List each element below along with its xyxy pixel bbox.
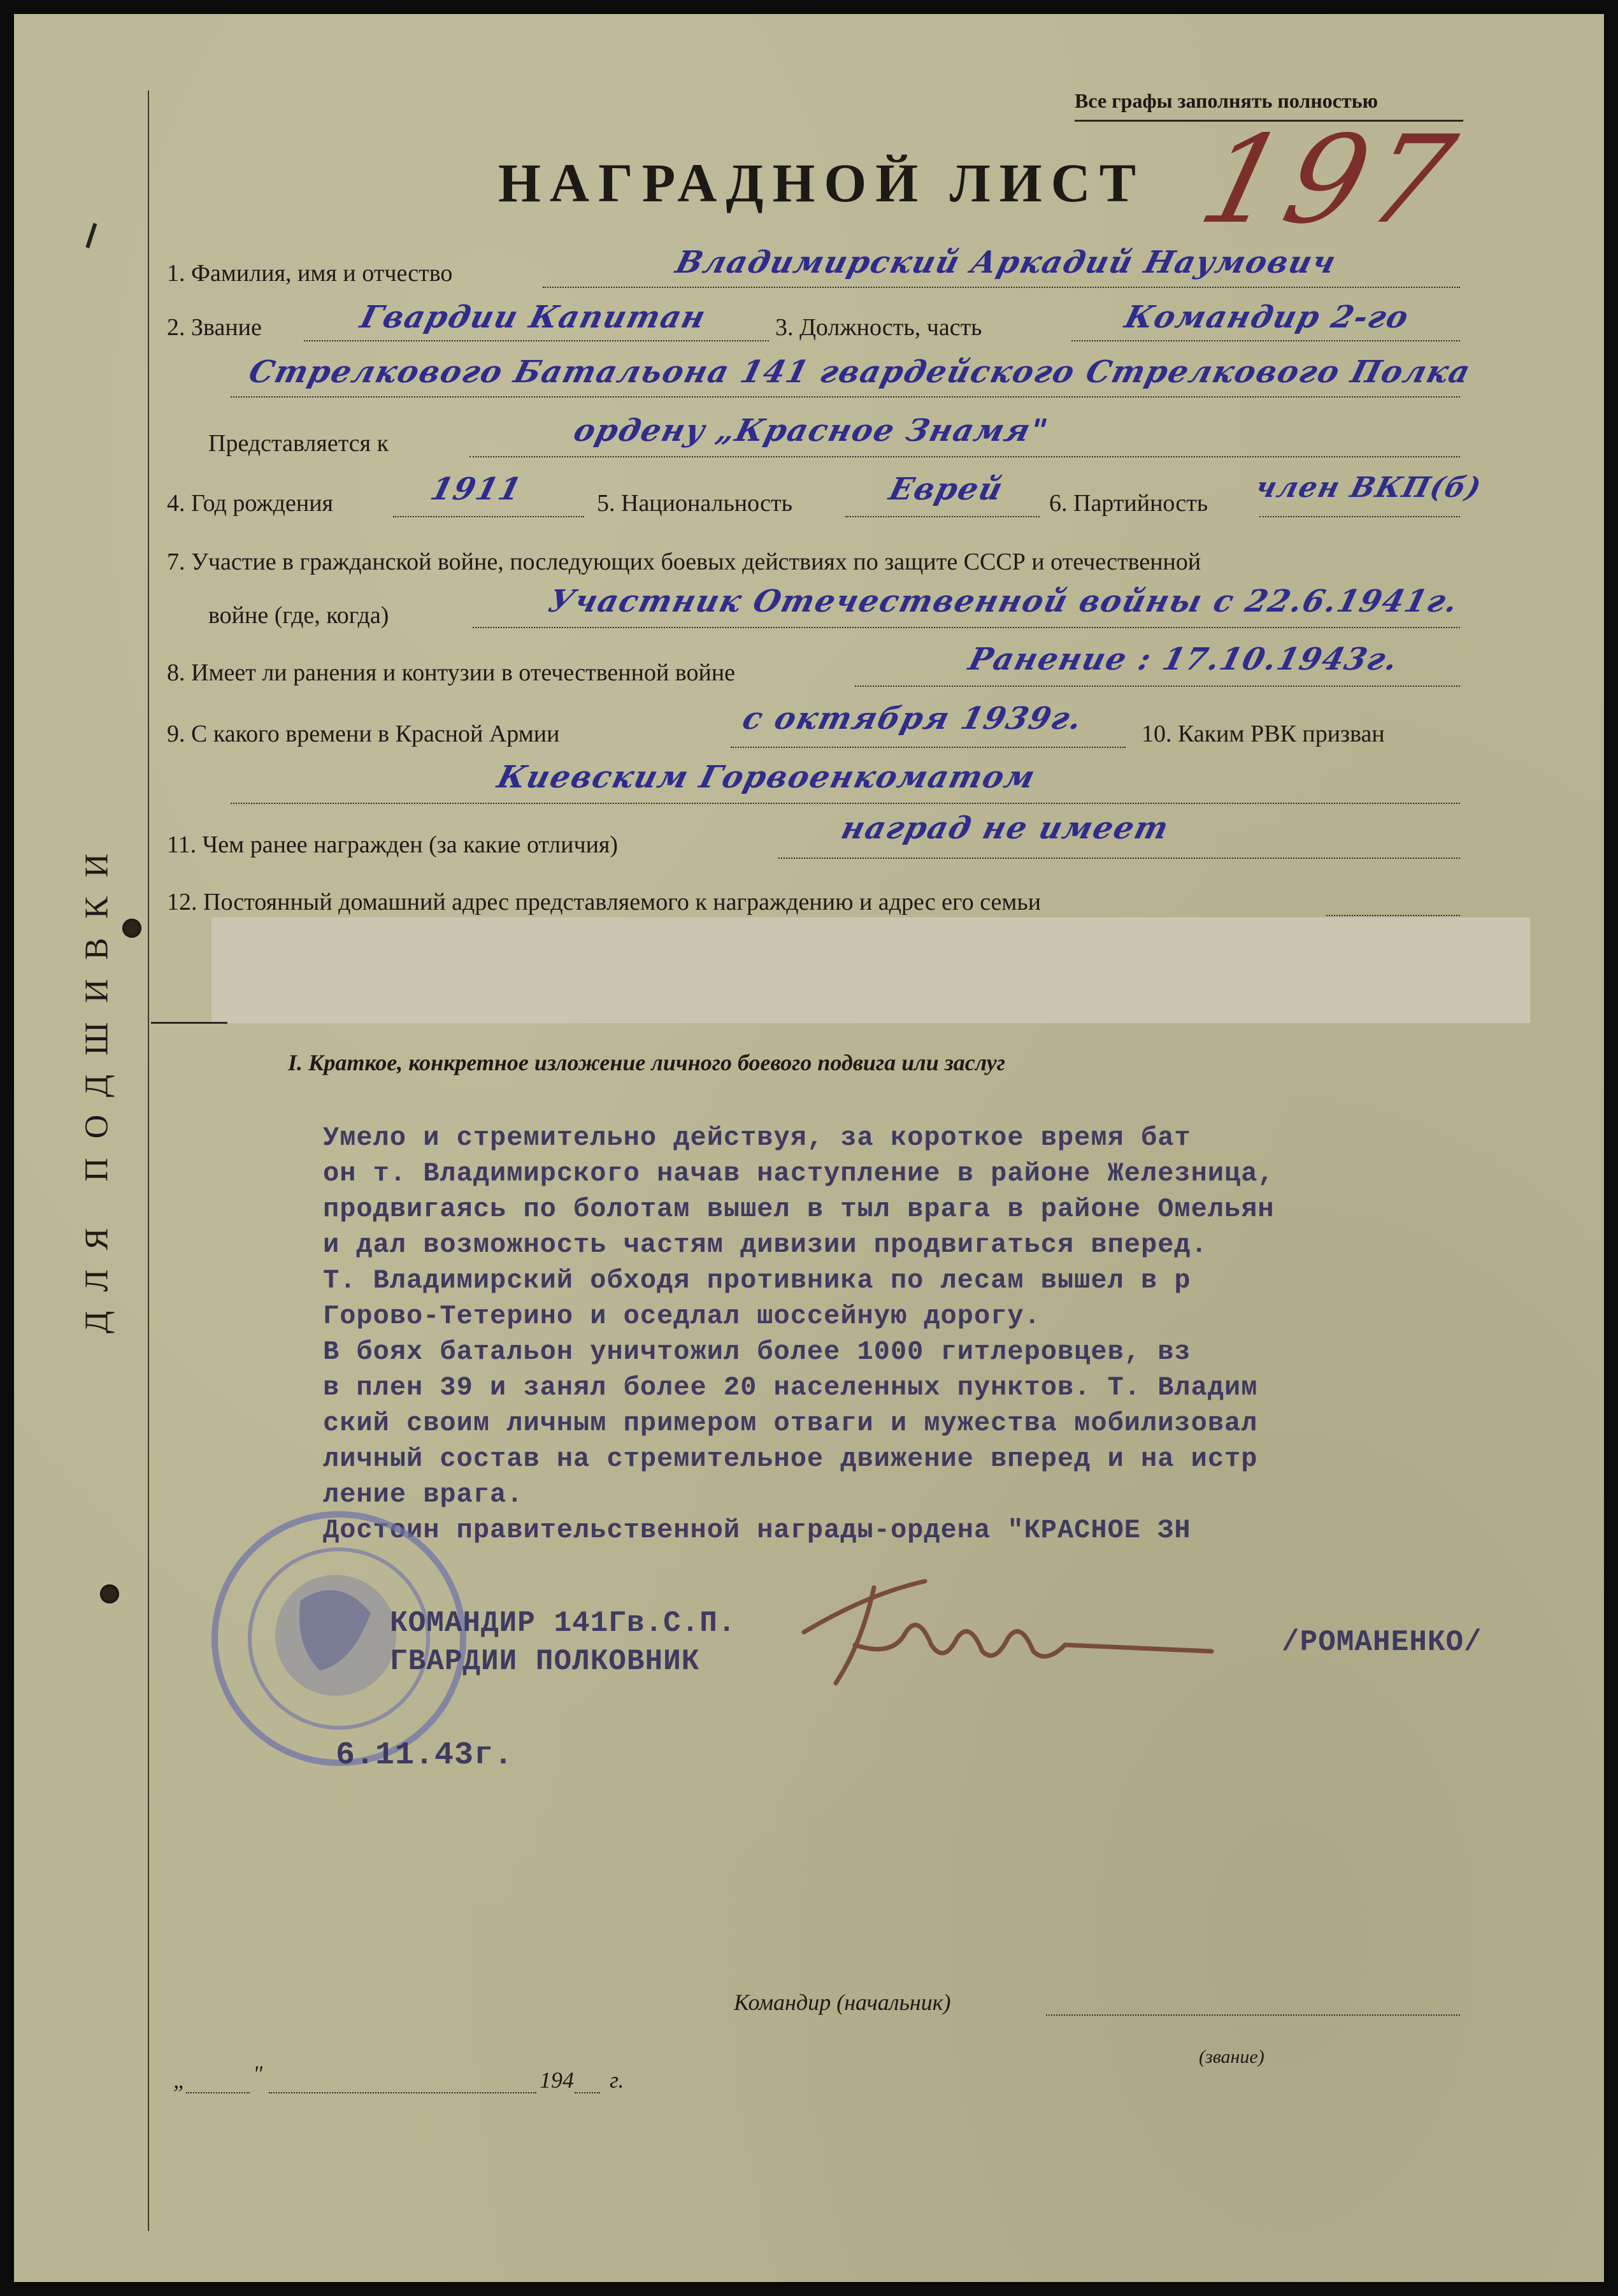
field-9-line: [731, 747, 1126, 748]
field-7-line: [473, 627, 1460, 628]
narrative-line: личный состав на стремительное движение вперед и на истр: [323, 1444, 1258, 1474]
narrative-line: и дал возможность частям дивизии продвигаться вперед.: [323, 1230, 1208, 1260]
field-5-line: [845, 516, 1040, 517]
signer-rank: ГВАРДИИ ПОЛКОВНИК: [390, 1645, 700, 1678]
binding-hole-bottom: [100, 1584, 119, 1604]
field-8-line: [855, 685, 1460, 687]
handwritten-signature: [766, 1556, 1224, 1702]
binding-mark: [85, 223, 105, 251]
field-11-line: [778, 857, 1460, 859]
field-7-label-2: войне (где, когда): [208, 602, 389, 629]
signer-title: КОМАНДИР 141Гв.С.П.: [390, 1607, 736, 1640]
field-5-label: 5. Национальность: [597, 490, 792, 517]
narrative-line: Горово-Тетерино и оседлал шоссейную дорогу.: [323, 1301, 1041, 1331]
field-4-label: 4. Год рождения: [167, 490, 334, 517]
field-1-value: Владимирский Аркадий Наумович: [672, 245, 1341, 280]
field-9-label: 9. С какого времени в Красной Армии: [167, 721, 560, 747]
field-7-label-1: 7. Участие в гражданской войне, последующих боевых действиях по защите СССР и отечественной: [167, 549, 1201, 575]
binding-hole-top: [122, 919, 141, 938]
field-8-label: 8. Имеет ли ранения и контузии в отечественной войне: [167, 659, 736, 686]
narrative-line: ский своим личным примером отваги и мужества мобилизовал: [323, 1408, 1258, 1439]
date-quote-close: ": [253, 2061, 263, 2086]
award-sheet: [14, 14, 1604, 2282]
signer-name: /РОМАНЕНКО/: [1282, 1626, 1482, 1659]
narrative-line: Т. Владимирский обходя противника по лесам вышел в р: [323, 1265, 1191, 1296]
narrative: [323, 1123, 1533, 1551]
header-note: Все графы заполнять полностью: [1075, 89, 1378, 112]
handwritten-number: 197: [1187, 110, 1473, 250]
field-10-label: 10. Каким РВК призван: [1142, 721, 1385, 747]
field-6-label: 6. Партийность: [1049, 490, 1208, 517]
narrative-line: в плен 39 и занял более 20 населенных пунктов. Т. Владим: [323, 1372, 1258, 1403]
field-3-value-1: Командир 2-го: [1121, 299, 1414, 335]
field-4-value: 1911: [427, 471, 526, 507]
field-6-line: [1259, 516, 1460, 517]
page-title: НАГРАДНОЙ ЛИСТ: [498, 152, 1145, 213]
narrative-line: продвигаясь по болотам вышел в тыл врага в районе Омельян: [323, 1194, 1275, 1224]
field-12-label: 12. Постоянный домашний адрес представляемого к награждению и адрес его семьи: [167, 889, 1042, 915]
presented-label: Представляется к: [208, 430, 389, 457]
section-title: I. Краткое, конкретное изложение личного боевого подвига или заслуг: [288, 1050, 1006, 1075]
field-4-line: [393, 516, 584, 517]
field-9-value: с октября 1939г.: [739, 701, 1087, 736]
field-3-line-2: [231, 396, 1460, 398]
field-5-value: Еврей: [885, 471, 1008, 507]
binding-label: ДЛЯ ПОДШИВКИ: [78, 834, 115, 1334]
field-2-line: [304, 340, 769, 341]
field-1-label: 1. Фамилия, имя и отчество: [167, 260, 453, 287]
field-3-label: 3. Должность, часть: [775, 314, 982, 341]
redacted-address: [211, 917, 1530, 1023]
section-divider-left: [151, 1022, 227, 1024]
binding-line: [148, 90, 149, 2231]
date-month-line: [269, 2092, 536, 2093]
narrative-line: В боях батальон уничтожил более 1000 гитлеровцев, вз: [323, 1337, 1191, 1367]
field-3-line: [1071, 340, 1460, 341]
field-3-value-2: Стрелкового Батальона 141 гвардейского Стрелкового Полка: [245, 354, 1475, 390]
field-11-label: 11. Чем ранее награжден (за какие отличия): [167, 831, 619, 858]
commander-label: Командир (начальник): [734, 1990, 951, 2015]
field-1-line: [543, 287, 1460, 288]
field-8-value: Ранение : 17.10.1943г.: [965, 642, 1403, 677]
field-10-line: [231, 803, 1460, 804]
field-7-value: Участник Отечественной войны с 22.6.1941г.: [545, 584, 1463, 619]
year-suffix: г.: [610, 2067, 624, 2093]
signature-date: 6.11.43г.: [336, 1737, 514, 1774]
field-12-line: [1326, 915, 1460, 916]
narrative-line: ление врага.: [323, 1479, 524, 1510]
date-quote-open: „: [173, 2067, 187, 2093]
narrative-line: Достоин правительственной награды-ордена "КРАСНОЕ ЗН: [323, 1515, 1191, 1546]
presented-line: [469, 456, 1460, 457]
field-2-label: 2. Звание: [167, 314, 262, 341]
presented-value: ордену „Красное Знамя": [570, 413, 1052, 448]
field-10-value: Киевским Горвоенкоматом: [494, 759, 1040, 795]
field-2-value: Гвардии Капитан: [357, 299, 710, 335]
field-6-value: член ВКП(б): [1252, 471, 1486, 504]
commander-line: [1046, 2014, 1460, 2016]
year-label: 194: [540, 2067, 574, 2093]
narrative-line: Умело и стремительно действуя, за короткое время бат: [323, 1123, 1191, 1153]
rank-label: (звание): [1199, 2046, 1264, 2067]
date-year-line: [575, 2092, 600, 2093]
date-day-line: [186, 2092, 250, 2093]
narrative-line: он т. Владимирского начав наступление в районе Железница,: [323, 1158, 1275, 1189]
field-11-value: наград не имеет: [838, 810, 1173, 846]
